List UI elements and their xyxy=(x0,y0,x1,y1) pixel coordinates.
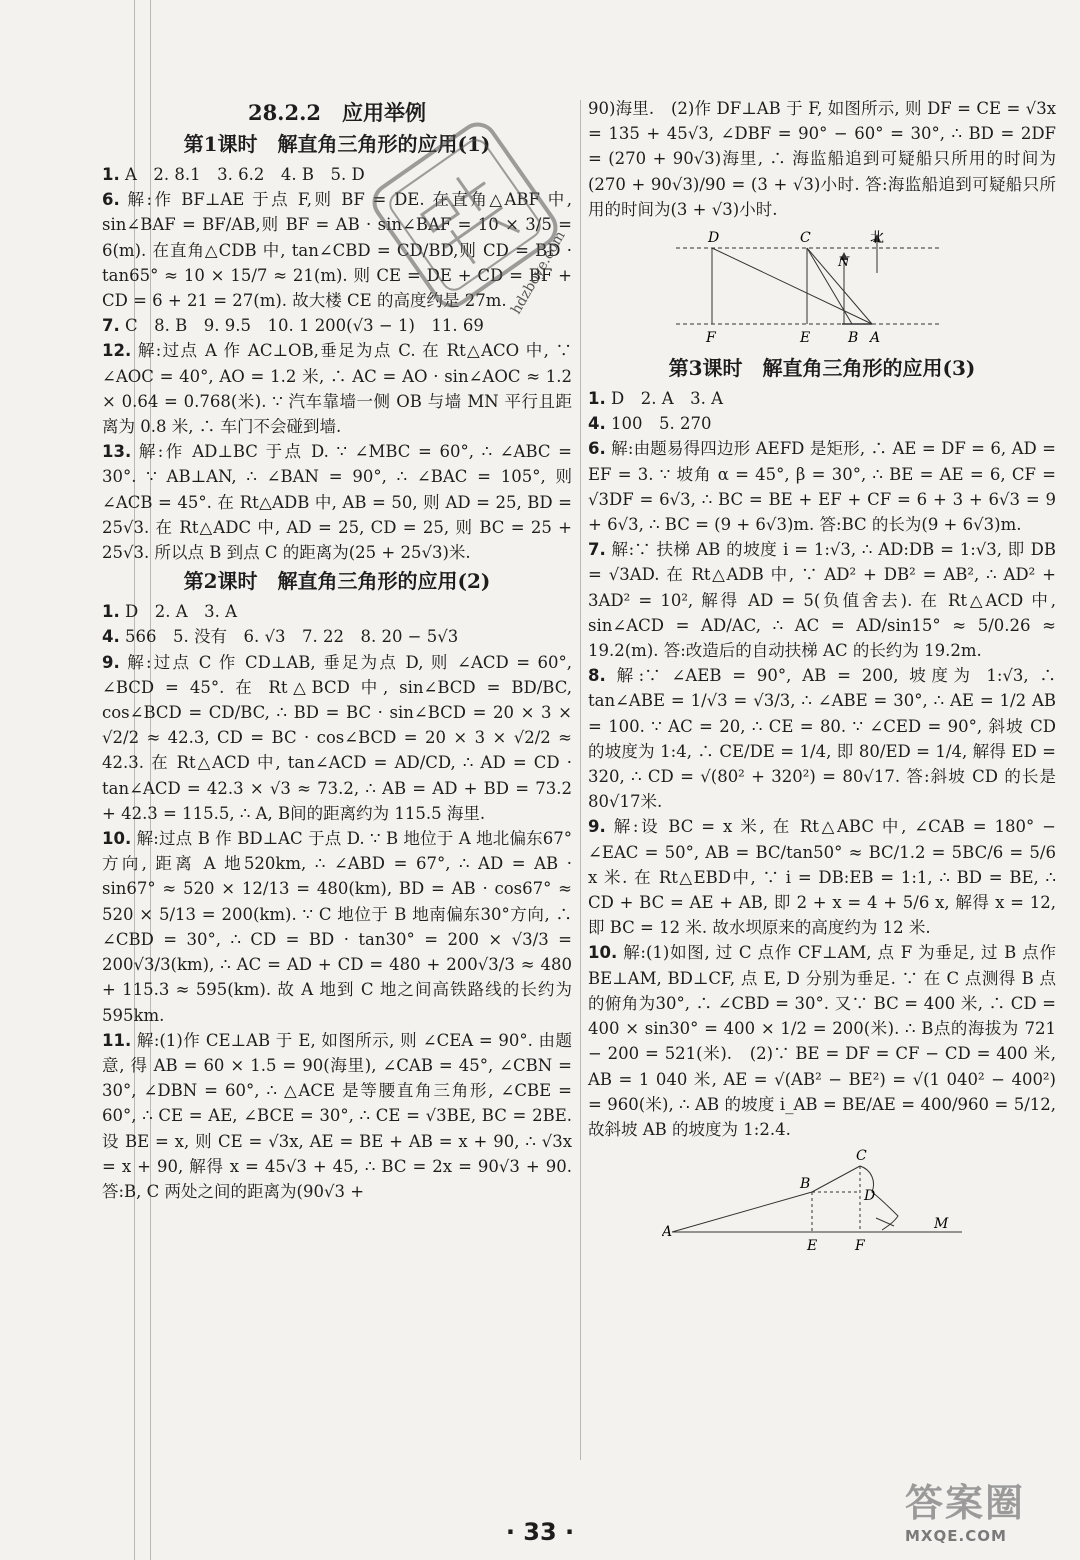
question-number: 4. xyxy=(588,414,606,434)
lesson-3-answer-item xyxy=(588,386,1056,411)
lesson-2-answer-item xyxy=(102,1028,572,1204)
question-number: 1. xyxy=(102,165,120,184)
fig1-label-d: D xyxy=(708,230,720,247)
question-number: 6. xyxy=(588,439,606,459)
answer-text: 解:设 BC = x 米, 在 Rt△ABC 中, ∠CAB = 180° − ∠EAC = 50°, AB = BC/tan50° ≈ BC/1.2 = 5BC/6 = 5/6 x 米. 在 Rt△EBD中, ∵ i = DB:EB = 1:1, ∴ BD = BE, ∴ CD + BC = AE + AB, 即 2 + x = 4 + 5/6 x, 解得 x = 12, 即 BC = 12 米. 故水坝原来的高度约为 12 米. xyxy=(588,817,1056,938)
stamp-url: hdzboye.com xyxy=(508,228,569,317)
answer-text: 解:作 BF⊥AE 于点 F,则 BF = DE. 在直角△ABF 中, sin∠BAF = BF/AB,则 BF = AB · sin∠BAF = 10 × 3/5 = 6(m). 在直角△CDB 中, tan∠CBD = CD/BD,则 CD = BD · tan65° ≈ 10 × 15/7 ≈ 21(m). 则 CE = DE + CD = BF + CD = 6 + 21 = 27(m). 故大楼 CE 的高度约是 27m. xyxy=(102,190,572,311)
answer-text: 解:过点 C 作 CD⊥AB, 垂足为点 D, 则 ∠ACD = 60°, ∠BCD = 45°. 在 Rt△BCD 中, sin∠BCD = BD/BC, cos∠BCD = CD/BC, ∴ BD = BC · sin∠BCD = 20 × 3 × √2/2 ≈ 42.3, CD = BC · cos∠BCD = 20 × 3 × √2/2 ≈ 42.3. 在 Rt△ACD 中, tan∠ACD = AD/CD, ∴ AD = CD · tan∠ACD = 42.3 × √3 ≈ 73.2, ∴ AB = AD + BD = 73.2 + 42.3 = 115.5, ∴ A, B间的距离约为 115.5 海里. xyxy=(102,652,572,823)
fig2-label-e: E xyxy=(807,1238,818,1255)
lesson-2-continued-item xyxy=(588,96,1056,222)
lesson-2-answers xyxy=(102,599,572,1204)
answer-text: 解:(1)如图, 过 C 点作 CF⊥AM, 点 F 为垂足, 过 B 点作 BE⊥AM, BD⊥CF, 点 E, D 分别为垂足. ∵ 在 C 点测得 B 点的俯角为30°, ∴ ∠CBD = 30°. 又∵ BC = 400 米, ∴ CD = 400 × sin30° = 400 × 1/2 = 200(米). ∴ B点的海拔为 721 − 200 = 521(米). (2)∵ BE = DF = CF − CD = 400 米, AB = 1 040 米, AE = √(AB² − BE²) = √(1 040² − 400²) = 960(米), ∴ AB 的坡度 i_AB = BE/AE = 400/960 = 5/12, 故斜坡 AB 的坡度为 1:2.4. xyxy=(588,943,1056,1139)
answer-text: 100 5. 270 xyxy=(605,414,712,434)
lesson-2-continued xyxy=(588,96,1056,222)
answer-text: 566 5. 没有 6. √3 7. 22 8. 20 − 5√3 xyxy=(119,627,459,647)
question-number: 1. xyxy=(588,389,606,409)
right-column xyxy=(588,96,1056,1264)
fig2-label-b: B xyxy=(800,1176,811,1193)
lesson-1-answers xyxy=(102,162,572,565)
question-number: 9. xyxy=(102,652,120,672)
answer-text: 解:∵ ∠AEB = 90°, AB = 200, 坡度为 1:√3, ∴ tan∠ABE = 1/√3 = √3/3, ∴ ∠ABE = 30°, ∴ AE = 1/2 AB = 100. ∵ AC = 20, ∴ CE = 80. ∵ ∠CED = 90°, 斜坡 CD 的坡度为 1:4, ∴ CE/DE = 1/4, 即 80/ED = 1/4, 解得 ED = 320, ∴ CD = √(80² + 320²) = 80√17. 答:斜坡 CD 的长是80√17米. xyxy=(588,666,1056,812)
fig1-label-a: A xyxy=(870,330,881,347)
question-number: 7. xyxy=(102,316,120,336)
section-title: 28.2.2 应用举例 xyxy=(247,100,427,125)
lesson-3-answer-item xyxy=(588,814,1056,940)
fig1-label-f: F xyxy=(706,330,716,347)
lesson-1-answer-item xyxy=(102,162,572,187)
answer-text: C 8. B 9. 9.5 10. 1 200(√3 − 1) 11. 69 xyxy=(119,316,484,336)
answer-text: 解:(1)作 CE⊥AB 于 E, 如图所示, 则 ∠CEA = 90°. 由题意, 得 AB = 60 × 1.5 = 90(海里), ∠CAB = 45°, ∠CBN = 30°, ∠DBN = 60°, ∴ △ACE 是等腰直角三角形, ∠CBE = 60°, ∴ CE = AE, ∠BCE = 30°, ∴ CE = √3BE, BC = 2BE. 设 BE = x, 则 CE = √3x, AE = BE + AB = x + 90, ∴ √3x = x + 90, 解得 x = 45√3 + 45, ∴ BC = 2x = 90√3 + 90. 答:B, C 两处之间的距离为(90√3 + xyxy=(102,1030,572,1201)
question-number: 11. xyxy=(102,1030,132,1050)
question-number: 10. xyxy=(588,943,618,963)
lesson-1-answer-item xyxy=(102,187,572,313)
lesson-3-answer-item xyxy=(588,537,1056,663)
lesson-3-answer-item xyxy=(588,940,1056,1142)
lesson-2-answer-item xyxy=(102,826,572,1028)
lesson-3-answers xyxy=(588,386,1056,1142)
answer-text: 解:过点 B 作 BD⊥AC 于点 D. ∵ B 地位于 A 地北偏东67°方向, 距离 A 地520km, ∴ ∠ABD = 67°, ∴ AD = AB · sin67° ≈ 520 × 12/13 = 480(km), BD = AB · cos67° ≈ 520 × 5/13 = 200(km). ∵ C 地位于 B 地南偏东30°方向, ∴ ∠CBD = 30°, ∴ CD = BD · tan30° = 200 × √3/3 = 200√3/3(km), ∴ AC = AD + CD = 480 + 200√3/3 ≈ 480 + 115.3 ≈ 595(km). 故 A 地到 C 地之间高铁路线的长约为 595km. xyxy=(102,829,572,1025)
answer-text: 90)海里. (2)作 DF⊥AB 于 F, 如图所示, 则 DF = CE = √3x = 135 + 45√3, ∠DBF = 90° − 60° = 30°, ∴ BD = 2DF = (270 + 90√3)海里, ∴ 海监船追到可疑船只所用的时间为 (270 + 90√3)/90 = (3 + √3)小时. 答:海监船追到可疑船只所用的时间为(3 + √3)小时. xyxy=(588,99,1056,219)
lesson-1-title: 第1课时 解直角三角形的应用(1) xyxy=(183,132,491,156)
lesson-3-title: 第3课时 解直角三角形的应用(3) xyxy=(668,356,976,381)
figure-ship-diagram xyxy=(672,228,972,348)
lesson-2-answer-item xyxy=(102,650,572,826)
question-number: 8. xyxy=(588,666,606,686)
logo-text: 答案圈 xyxy=(905,1481,1026,1525)
fig1-label-c: C xyxy=(800,230,811,247)
lesson-3-answer-item xyxy=(588,411,1056,436)
question-number: 7. xyxy=(588,540,606,560)
fig2-label-f: F xyxy=(855,1238,865,1255)
page-number: · 33 · xyxy=(505,1518,575,1546)
column-divider xyxy=(580,100,581,1460)
fig1-label-e: E xyxy=(800,330,811,347)
fig1-label-b: B xyxy=(848,330,859,347)
figure-slope-diagram xyxy=(662,1148,982,1258)
lesson-3-answer-item xyxy=(588,436,1056,537)
answer-text: 解:过点 A 作 AC⊥OB,垂足为点 C. 在 Rt△ACO 中, ∵ ∠AOC = 40°, AO = 1.2 米, ∴ AC = AO · sin∠AOC ≈ 1.2 × 0.64 = 0.768(米). ∵ 汽车靠墙一侧 OB 与墙 MN 平行且距离为 0.8 米, ∴ 车门不会碰到墙. xyxy=(102,341,572,437)
lesson-2-title: 第2课时 解直角三角形的应用(2) xyxy=(183,569,491,594)
logo-url: MXQE.COM xyxy=(905,1527,1007,1545)
fig2-label-m: M xyxy=(934,1216,949,1233)
site-logo xyxy=(905,1472,1025,1545)
lesson-3-answer-item xyxy=(588,663,1056,814)
answer-text: 解:由题易得四边形 AEFD 是矩形, ∴ AE = DF = 6, AD = EF = 3. ∵ 坡角 α = 45°, β = 30°, ∴ BE = AE = 6, CF = √3DF = 6√3, ∴ BC = BE + EF + CF = 6 + 3 + 6√3 = 9 + 6√3, ∴ BC = (9 + 6√3)m. 答:BC 的长为(9 + 6√3)m. xyxy=(588,439,1056,535)
answer-text: 解:∵ 扶梯 AB 的坡度 i = 1:√3, ∴ AD:DB = 1:√3, 即 DB = √3AD. 在 Rt△ADB 中, ∵ AD² + DB² = AB², ∴ AD² + 3AD² = 10², 解得 AD = 5(负值舍去). 在 Rt△ACD 中, sin∠ACD = AD/AC, ∴ AC = AD/sin15° ≈ 5/0.26 ≈ 19.2(m). 答:改造后的自动扶梯 AC 的长约为 19.2m. xyxy=(588,540,1056,661)
question-number: 1. xyxy=(102,602,120,622)
answer-text: D 2. A 3. A xyxy=(119,602,238,622)
fig1-label-n: N xyxy=(838,255,850,271)
question-number: 12. xyxy=(102,341,132,361)
lesson-1-answer-item xyxy=(102,439,572,565)
answer-text: 解:作 AD⊥BC 于点 D. ∵ ∠MBC = 60°, ∴ ∠ABC = 30°. ∵ AB⊥AN, ∴ ∠BAN = 90°, ∴ ∠BAC = 105°, 则 ∠ACB = 45°. 在 Rt△ADB 中, AB = 50, 则 AD = 25, BD = 25√3. 在 Rt△ADC 中, AD = 25, CD = 25, 则 BC = 25 + 25√3. 所以点 B 到点 C 的距离为(25 + 25√3)米. xyxy=(102,442,572,563)
question-number: 4. xyxy=(102,627,120,647)
left-column xyxy=(102,96,572,1204)
answer-text: A 2. 8.1 3. 6.2 4. B 5. D xyxy=(119,165,365,184)
fig2-label-c: C xyxy=(856,1148,867,1165)
question-number: 9. xyxy=(588,817,606,837)
lesson-1-answer-item xyxy=(102,338,572,439)
fig2-label-d: D xyxy=(864,1188,876,1205)
question-number: 10. xyxy=(102,829,132,849)
lesson-2-answer-item xyxy=(102,599,572,624)
lesson-2-answer-item xyxy=(102,624,572,649)
answer-text: D 2. A 3. A xyxy=(605,389,724,409)
lesson-1-answer-item xyxy=(102,313,572,338)
question-number: 13. xyxy=(102,442,132,462)
question-number: 6. xyxy=(102,190,120,210)
fig1-label-north: 北 xyxy=(870,230,884,247)
fig2-label-a: A xyxy=(662,1224,673,1241)
